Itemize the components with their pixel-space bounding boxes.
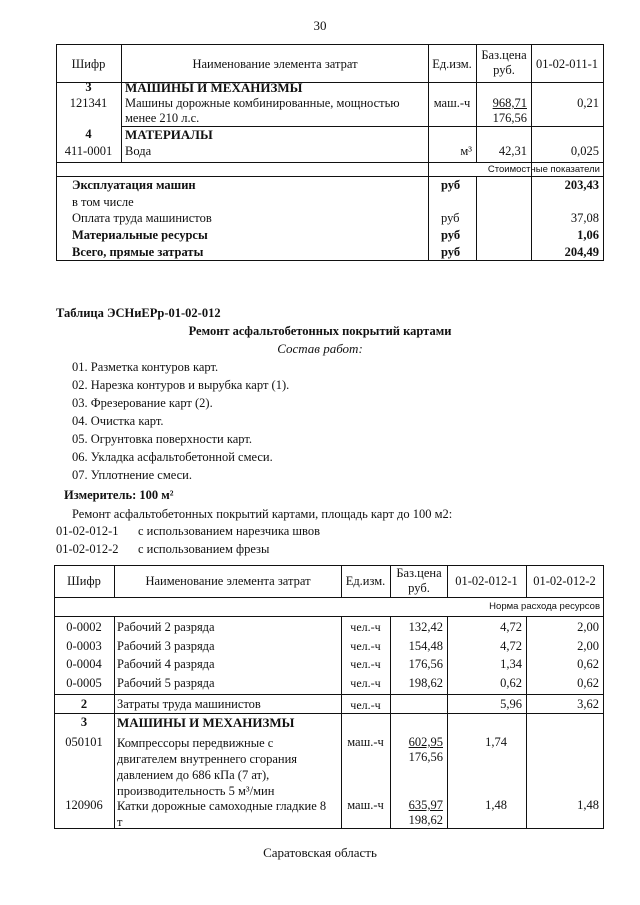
t2-comp-code: 050101 — [65, 735, 103, 749]
t1-machine-price2: 176,56 — [492, 111, 527, 125]
summary-value: 203,43 — [564, 178, 599, 192]
t1-stoim-label: Стоимостные показатели — [487, 164, 600, 175]
t2-katok-v1: 1,48 — [485, 798, 507, 812]
t1-sec4-code: 4 — [85, 127, 92, 141]
t2-header-price: Баз.цена руб. — [396, 566, 442, 595]
t2-norma-label: Норма расхода ресурсов — [489, 601, 600, 612]
t1-water-price: 42,31 — [498, 144, 527, 158]
variant-text-1: с использованием нарезчика швов — [138, 524, 320, 538]
t1-sec3-code: 3 — [85, 80, 92, 94]
t1-header-unit: Ед.изм. — [432, 57, 472, 71]
summary-value: 204,49 — [564, 245, 599, 259]
worker-v2: 0,62 — [577, 676, 599, 690]
variant-code-1: 01-02-012-1 — [56, 524, 119, 538]
worker-name: Рабочий 2 разряда — [117, 620, 215, 634]
summary-value: 37,08 — [570, 211, 599, 225]
worker-price: 132,42 — [408, 620, 443, 634]
t2-zat-v1: 5,96 — [500, 697, 522, 711]
work-item: 04. Очистка карт. — [72, 414, 164, 428]
worker-name: Рабочий 5 разряда — [117, 676, 215, 690]
variant-text-2: с использованием фрезы — [138, 542, 270, 556]
t2-katok-price2: 198,62 — [408, 813, 443, 827]
t2-header-unit: Ед.изм. — [345, 574, 386, 588]
t2-katok-code: 120906 — [65, 798, 103, 812]
t1-machine-unit: маш.-ч — [433, 96, 471, 110]
work-item: 02. Нарезка контуров и вырубка карт (1). — [72, 378, 290, 392]
t2-comp-v1: 1,74 — [485, 735, 507, 749]
work-item: 07. Уплотнение смеси. — [72, 468, 192, 482]
work-item: 01. Разметка контуров карт. — [72, 360, 219, 374]
section-desc: Ремонт асфальтобетонных покрытий картами, площадь карт до 100 м2: — [72, 507, 453, 521]
t2-comp-price2: 176,56 — [408, 750, 443, 764]
t2-header-name: Наименование элемента затрат — [145, 574, 311, 588]
worker-v1: 4,72 — [500, 620, 522, 634]
worker-v1: 4,72 — [500, 639, 522, 653]
t1-water-name: Вода — [125, 144, 152, 158]
summary-name: в том числе — [72, 195, 134, 209]
t2-header-col1: 01-02-012-1 — [455, 574, 518, 588]
t1-header-price: Баз.цена руб. — [481, 48, 527, 77]
t1-water-unit: м³ — [460, 144, 472, 158]
summary-unit: руб — [441, 178, 461, 192]
worker-v2: 2,00 — [577, 620, 599, 634]
worker-code: 0-0005 — [66, 676, 102, 690]
t1-sec3-title: МАШИНЫ И МЕХАНИЗМЫ — [125, 80, 303, 95]
worker-v2: 2,00 — [577, 639, 599, 653]
t2-comp-unit: маш.-ч — [347, 735, 384, 749]
worker-price: 176,56 — [408, 657, 443, 671]
t2-header-code: Шифр — [67, 574, 101, 588]
work-item: 05. Огрунтовка поверхности карт. — [72, 432, 252, 446]
t1-water-code: 411-0001 — [64, 144, 113, 158]
summary-unit: руб — [441, 211, 460, 225]
t1-machine-code: 121341 — [69, 96, 108, 110]
summary-unit: руб — [441, 245, 461, 259]
work-item: 03. Фрезерование карт (2). — [72, 396, 213, 410]
t2-comp-price: 602,95 — [408, 735, 443, 749]
t1-sec4-title: МАТЕРИАЛЫ — [125, 127, 213, 142]
t2-zat-unit: чел.-ч — [350, 698, 381, 712]
t1-machine-name1: Машины дорожные комбинированные, мощностью — [125, 96, 400, 110]
t2-katok-name: Катки дорожные самоходные гладкие 8 т — [117, 799, 327, 829]
t2-header-col2: 01-02-012-2 — [533, 574, 596, 588]
summary-name: Материальные ресурсы — [72, 228, 208, 242]
summary-name: Эксплуатация машин — [72, 178, 196, 192]
worker-code: 0-0003 — [66, 639, 102, 653]
t2-katok-v2: 1,48 — [577, 798, 599, 812]
summary-name: Всего, прямые затраты — [72, 245, 204, 259]
t1-header-col1: 01-02-011-1 — [535, 57, 599, 71]
meter: Измеритель: 100 м² — [64, 488, 174, 502]
worker-unit: чел.-ч — [350, 639, 381, 653]
t1-machine-value: 0,21 — [577, 96, 599, 110]
t2-zat-name: Затраты труда машинистов — [117, 697, 261, 711]
worker-unit: чел.-ч — [350, 620, 381, 634]
t2-sec3-title: МАШИНЫ И МЕХАНИЗМЫ — [117, 715, 295, 730]
worker-code: 0-0004 — [66, 657, 102, 671]
t2-zat-v2: 3,62 — [577, 697, 599, 711]
t2-katok-unit: маш.-ч — [347, 798, 384, 812]
footer-region: Саратовская область — [263, 845, 377, 860]
worker-v2: 0,62 — [577, 657, 599, 671]
summary-name: Оплата труда машинистов — [72, 211, 212, 225]
worker-v1: 1,34 — [500, 657, 522, 671]
worker-unit: чел.-ч — [350, 676, 381, 690]
t1-header-code: Шифр — [71, 57, 106, 71]
worker-v1: 0,62 — [500, 676, 522, 690]
works-title: Состав работ: — [277, 341, 363, 356]
t2-zat-code: 2 — [80, 697, 88, 711]
worker-price: 198,62 — [408, 676, 443, 690]
t1-header-name: Наименование элемента затрат — [192, 57, 358, 71]
worker-code: 0-0002 — [66, 620, 102, 634]
page-number: 30 — [313, 18, 327, 33]
t2-comp-name: Компрессоры передвижные с двигателем внутреннего сгорания давлением до 686 кПа (7 ат), производительность 5 м³/мин — [117, 736, 298, 798]
table-title: Таблица ЭСНиЕРр-01-02-012 — [56, 306, 221, 320]
work-item: 06. Укладка асфальтобетонной смеси. — [72, 450, 273, 464]
variant-code-2: 01-02-012-2 — [56, 542, 119, 556]
worker-name: Рабочий 4 разряда — [117, 657, 215, 671]
t1-machine-price: 968,71 — [492, 96, 527, 110]
t2-katok-price: 635,97 — [408, 798, 443, 812]
summary-unit: руб — [441, 228, 461, 242]
worker-unit: чел.-ч — [350, 657, 381, 671]
summary-value: 1,06 — [577, 228, 599, 242]
worker-price: 154,48 — [408, 639, 443, 653]
worker-name: Рабочий 3 разряда — [117, 639, 215, 653]
t1-machine-name2: менее 210 л.с. — [125, 111, 200, 125]
t1-water-value: 0,025 — [570, 144, 599, 158]
t2-sec3-code: 3 — [80, 715, 88, 729]
section-heading: Ремонт асфальтобетонных покрытий картами — [188, 324, 452, 338]
